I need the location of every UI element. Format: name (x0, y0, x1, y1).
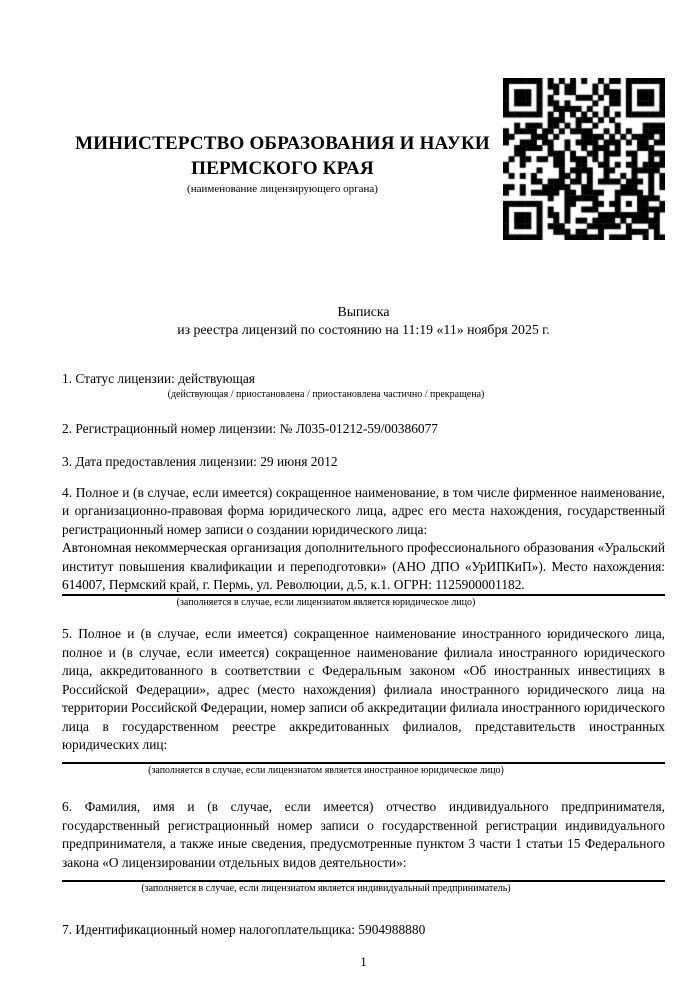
foreign-entity-label: 5. Полное и (в случае, если имеется) сокращенное наименование иностранного юридического лица, полное и (в случае, если имеется) сокращенное наименование филиала иностранного юридического лица, аккредитованного в соответствии с Федеральным законом «Об иностранных инвестициях в Российской Федерации», адрес (место нахождения) филиала иностранного юридического лица на территории Российской Федерации, номер записи об аккредитации филиала иностранного юридического лица в государственном реестре аккредитованных филиалов, представительств иностранных юридических лиц: (62, 626, 665, 752)
item-tax-id (62, 921, 665, 939)
qr-code (503, 78, 665, 240)
legal-entity-label: 4. Полное и (в случае, если имеется) сокращенное наименование, в том числе фирменное наименование, и организационно-правовая форма юридического лица, адрес его места нахождения, государственный регистрационный номер записи о создании юридического лица: (62, 485, 665, 537)
tax-id-text: 7. Идентификационный номер налогоплательщика: 5904988880 (62, 921, 426, 937)
license-status-options-caption: (действующая / приостановлена / приостановлена частично / прекращена) (167, 389, 485, 401)
licensing-authority-block (62, 78, 503, 196)
registration-number-text: 2. Регистрационный номер лицензии: № Л035-01212-59/00386077 (62, 421, 438, 437)
item-legal-entity (62, 484, 665, 610)
ministry-name-line2: ПЕРМСКОГО КРАЯ (191, 158, 374, 179)
document-title-line2: из реестра лицензий по состоянию на 11:19 «11» ноября 2025 г. (177, 322, 550, 338)
fill-line (62, 754, 665, 764)
item-grant-date (62, 453, 665, 471)
ministry-caption: (наименование лицензирующего органа) (187, 183, 378, 195)
fill-line (62, 872, 665, 882)
item-registration-number (62, 420, 665, 438)
document-title (62, 303, 665, 340)
legal-entity-caption: (заполняется в случае, если лицензиатом является юридическое лицо) (176, 597, 476, 609)
item-foreign-entity (62, 625, 665, 778)
grant-date-text: 3. Дата предоставления лицензии: 29 июня 2012 (62, 453, 338, 469)
entrepreneur-caption: (заполняется в случае, если лицензиатом является индивидуальный предприниматель) (141, 882, 511, 894)
entrepreneur-label: 6. Фамилия, имя и (в случае, если имеется) отчество индивидуального предпринимателя, государственный регистрационный номер записи о государственной регистрации индивидуального предпринимателя, а также иные сведения, предусмотренные пунктом 3 части 1 статьи 15 Федерального закона «О лицензировании отдельных видов деятельности»: (62, 799, 665, 870)
document-title-line1: Выписка (337, 304, 390, 319)
legal-entity-value: Автономная некоммерческая организация дополнительного профессионального образования «Уральский институт повышения квалификации и переподготовки» (АНО ДПО «УрИПКиП»). Место нахождения: 614007, Пермский край, г. Пермь, ул. Революции, д.5, к.1. ОГРН: 1125900001182. (62, 540, 665, 593)
item-license-status (62, 370, 665, 402)
license-status-text: 1. Статус лицензии: действующая (62, 370, 255, 386)
item-entrepreneur (62, 798, 665, 896)
ministry-name-line1: МИНИСТЕРСТВО ОБРАЗОВАНИЯ И НАУКИ (75, 133, 490, 154)
document-header (62, 0, 665, 240)
foreign-entity-caption: (заполняется в случае, если лицензиатом является иностранное юридическое лицо) (148, 765, 504, 777)
page-number: 1 (360, 954, 367, 970)
